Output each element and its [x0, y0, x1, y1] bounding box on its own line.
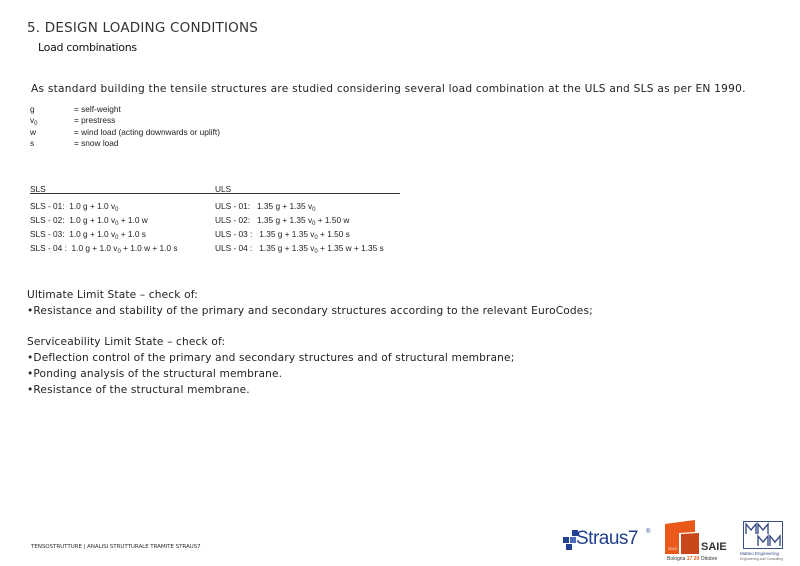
mm-monogram-icon — [743, 521, 783, 549]
definition-description: = wind load (acting downwards or uplift) — [74, 126, 220, 137]
uls-check-item: •Resistance and stability of the primary and secondary structures according to the relevant EuroCodes; — [27, 305, 593, 317]
saie-year-tag: 2012 — [668, 546, 677, 551]
saie-date: Bologna 17 20 Ottobre — [667, 556, 718, 562]
definition-symbol: $v_0$ — [30, 115, 38, 128]
sls-combination-row: SLS - 04 : 1.0 g + 1.0 $v_0 + 1.0$ w + 1.0 s — [30, 243, 178, 255]
intro-paragraph: As standard building the tensile structures are studied considering several load combination at the ULS and SLS as per EN 1990. — [31, 83, 746, 95]
sls-check-item: •Ponding analysis of the structural membrane. — [27, 368, 283, 380]
mm-company-tagline: Engineering and Consulting — [740, 557, 784, 561]
uls-combination-row: ULS - 01: 1.35 g + 1.35 $v_0$ — [215, 201, 316, 213]
sls-check-item: •Resistance of the structural membrane. — [27, 384, 250, 396]
uls-header: ULS — [215, 184, 232, 194]
saie-wordmark: SAIE — [701, 541, 727, 553]
section-subtitle: Load combinations — [38, 41, 137, 54]
definition-symbol: g — [30, 104, 35, 114]
definition-description: = snow load — [74, 137, 119, 148]
footer-caption: TENSOSTRUTTURE | ANALISI STRUTTURALE TRAMITE STRAUS7 — [31, 544, 201, 550]
sls-check-item: •Deflection control of the primary and secondary structures and of structural membrane; — [27, 352, 515, 364]
uls-check-heading: Ultimate Limit State – check of: — [27, 289, 198, 301]
saie-logo — [665, 520, 731, 564]
uls-combination-row: ULS - 03 : 1.35 g + 1.35 $v_0 + 1.50$ s — [215, 229, 350, 241]
sls-combination-row: SLS - 02: 1.0 g + 1.0 $v_0 + 1.0$ w — [30, 215, 148, 227]
sls-check-heading: Serviceability Limit State – check of: — [27, 336, 226, 348]
definition-symbol: s — [30, 137, 35, 148]
mm-company-name: Matteo Engineering — [740, 551, 780, 556]
uls-combination-row: ULS - 02: 1.35 g + 1.35 $v_0 + 1.50$ w — [215, 215, 350, 227]
straus7-wordmark: Straus7 — [576, 528, 638, 549]
sls-combination-row: SLS - 03: 1.0 g + 1.0 $v_0 + 1.0$ s — [30, 229, 146, 241]
definition-symbol: w — [30, 126, 36, 137]
definition-description: = prestress — [74, 115, 116, 126]
straus7-registered: ® — [646, 529, 651, 535]
definition-description: = self-weight — [74, 104, 121, 114]
sls-header: SLS — [30, 184, 46, 194]
uls-combination-row: ULS - 04 : 1.35 g + 1.35 $v_0 + 1.35$ w + 1.35 s — [215, 243, 384, 255]
sls-combination-row: SLS - 01: 1.0 g + 1.0 $v_0$ — [30, 201, 119, 213]
table-header-rule — [30, 193, 400, 194]
mm-engineering-logo — [740, 521, 788, 563]
page-title: 5. DESIGN LOADING CONDITIONS — [27, 20, 259, 36]
